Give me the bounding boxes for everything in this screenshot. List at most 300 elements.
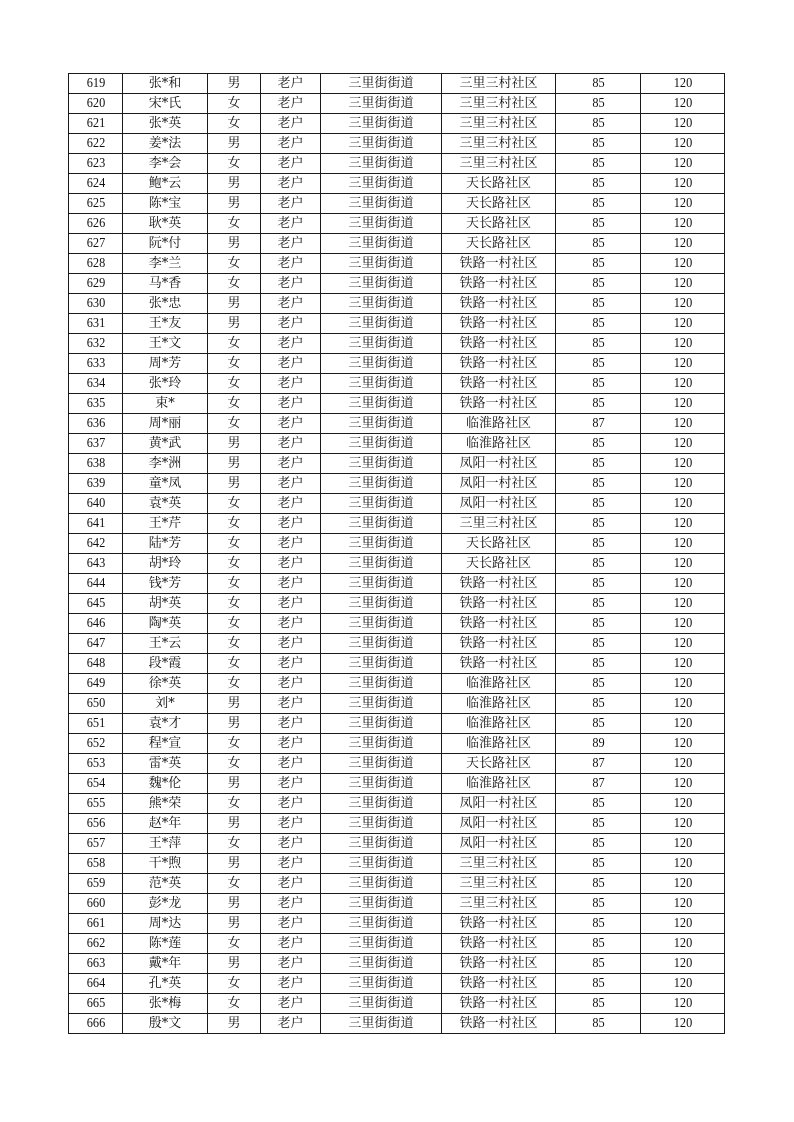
- cell-gender: 女: [208, 934, 261, 954]
- cell-street: 三里街街道: [321, 114, 442, 134]
- cell-row-number: 627: [72, 234, 120, 254]
- cell-street: 三里街街道: [321, 814, 442, 834]
- table-row: [69, 694, 725, 714]
- cell-name: 李*兰: [123, 254, 208, 274]
- table-row: [69, 314, 725, 334]
- table-row: [69, 174, 725, 194]
- cell-household-type: 老户: [261, 894, 321, 914]
- cell-street: 三里街街道: [321, 794, 442, 814]
- cell-community: 三里三村社区: [442, 74, 556, 94]
- table-row: [69, 294, 725, 314]
- cell-amount: 120: [646, 434, 720, 454]
- cell-amount: 120: [646, 934, 720, 954]
- cell-household-type: 老户: [261, 834, 321, 854]
- cell-name: 张*英: [123, 114, 208, 134]
- cell-household-type: 老户: [261, 854, 321, 874]
- table-row: [69, 234, 725, 254]
- cell-amount: 120: [646, 994, 720, 1014]
- cell-amount: 120: [646, 894, 720, 914]
- cell-street: 三里街街道: [321, 434, 442, 454]
- cell-amount: 120: [646, 774, 720, 794]
- cell-age: 85: [561, 994, 636, 1014]
- cell-household-type: 老户: [261, 534, 321, 554]
- cell-community: 天长路社区: [442, 214, 556, 234]
- table-row: [69, 874, 725, 894]
- cell-name: 殷*文: [123, 1014, 208, 1034]
- cell-community: 铁路一村社区: [442, 394, 556, 414]
- cell-household-type: 老户: [261, 654, 321, 674]
- cell-amount: 120: [646, 714, 720, 734]
- cell-amount: 120: [646, 694, 720, 714]
- cell-gender: 男: [208, 474, 261, 494]
- cell-row-number: 661: [72, 914, 120, 934]
- table-row: [69, 934, 725, 954]
- cell-community: 临淮路社区: [442, 774, 556, 794]
- cell-community: 天长路社区: [442, 534, 556, 554]
- cell-street: 三里街街道: [321, 74, 442, 94]
- cell-amount: 120: [646, 234, 720, 254]
- cell-gender: 男: [208, 194, 261, 214]
- cell-street: 三里街街道: [321, 1014, 442, 1034]
- cell-community: 三里三村社区: [442, 514, 556, 534]
- cell-household-type: 老户: [261, 934, 321, 954]
- cell-household-type: 老户: [261, 154, 321, 174]
- cell-gender: 女: [208, 414, 261, 434]
- cell-row-number: 643: [72, 554, 120, 574]
- cell-community: 天长路社区: [442, 754, 556, 774]
- cell-household-type: 老户: [261, 914, 321, 934]
- cell-amount: 120: [646, 374, 720, 394]
- table-row: [69, 974, 725, 994]
- cell-household-type: 老户: [261, 414, 321, 434]
- cell-name: 张*玲: [123, 374, 208, 394]
- cell-age: 85: [561, 914, 636, 934]
- cell-household-type: 老户: [261, 194, 321, 214]
- cell-age: 85: [561, 954, 636, 974]
- cell-name: 耿*英: [123, 214, 208, 234]
- cell-age: 85: [561, 574, 636, 594]
- cell-amount: 120: [646, 574, 720, 594]
- cell-row-number: 647: [72, 634, 120, 654]
- cell-name: 姜*法: [123, 134, 208, 154]
- cell-amount: 120: [646, 834, 720, 854]
- cell-age: 85: [561, 674, 636, 694]
- cell-community: 凤阳一村社区: [442, 494, 556, 514]
- table-row: [69, 814, 725, 834]
- cell-row-number: 637: [72, 434, 120, 454]
- cell-amount: 120: [646, 274, 720, 294]
- cell-community: 铁路一村社区: [442, 954, 556, 974]
- cell-amount: 120: [646, 474, 720, 494]
- cell-gender: 男: [208, 234, 261, 254]
- cell-gender: 女: [208, 394, 261, 414]
- cell-community: 铁路一村社区: [442, 354, 556, 374]
- cell-gender: 男: [208, 894, 261, 914]
- cell-amount: 120: [646, 1014, 720, 1034]
- cell-street: 三里街街道: [321, 774, 442, 794]
- cell-name: 雷*英: [123, 754, 208, 774]
- cell-street: 三里街街道: [321, 834, 442, 854]
- cell-age: 85: [561, 694, 636, 714]
- cell-street: 三里街街道: [321, 614, 442, 634]
- cell-age: 85: [561, 894, 636, 914]
- cell-gender: 女: [208, 514, 261, 534]
- cell-name: 戴*年: [123, 954, 208, 974]
- cell-household-type: 老户: [261, 354, 321, 374]
- cell-age: 85: [561, 794, 636, 814]
- cell-name: 胡*玲: [123, 554, 208, 574]
- table-row: [69, 394, 725, 414]
- cell-community: 铁路一村社区: [442, 634, 556, 654]
- cell-age: 85: [561, 254, 636, 274]
- cell-age: 89: [561, 734, 636, 754]
- cell-name: 陈*莲: [123, 934, 208, 954]
- cell-name: 陈*宝: [123, 194, 208, 214]
- cell-amount: 120: [646, 854, 720, 874]
- cell-gender: 女: [208, 834, 261, 854]
- cell-row-number: 657: [72, 834, 120, 854]
- cell-row-number: 646: [72, 614, 120, 634]
- cell-street: 三里街街道: [321, 894, 442, 914]
- cell-street: 三里街街道: [321, 314, 442, 334]
- cell-amount: 120: [646, 214, 720, 234]
- cell-community: 铁路一村社区: [442, 594, 556, 614]
- cell-amount: 120: [646, 174, 720, 194]
- cell-name: 宋*氏: [123, 94, 208, 114]
- cell-name: 周*芳: [123, 354, 208, 374]
- table-row: [69, 734, 725, 754]
- cell-age: 85: [561, 614, 636, 634]
- cell-amount: 120: [646, 794, 720, 814]
- cell-gender: 男: [208, 854, 261, 874]
- cell-gender: 女: [208, 154, 261, 174]
- cell-age: 85: [561, 814, 636, 834]
- cell-name: 袁*英: [123, 494, 208, 514]
- cell-row-number: 630: [72, 294, 120, 314]
- table-row: [69, 894, 725, 914]
- roster-table: [68, 73, 725, 1034]
- cell-age: 85: [561, 714, 636, 734]
- cell-row-number: 664: [72, 974, 120, 994]
- cell-amount: 120: [646, 594, 720, 614]
- cell-gender: 女: [208, 94, 261, 114]
- cell-gender: 女: [208, 334, 261, 354]
- cell-household-type: 老户: [261, 994, 321, 1014]
- cell-community: 天长路社区: [442, 174, 556, 194]
- cell-age: 85: [561, 874, 636, 894]
- cell-amount: 120: [646, 114, 720, 134]
- cell-gender: 男: [208, 714, 261, 734]
- cell-name: 周*丽: [123, 414, 208, 434]
- cell-street: 三里街街道: [321, 154, 442, 174]
- cell-community: 铁路一村社区: [442, 974, 556, 994]
- cell-age: 85: [561, 474, 636, 494]
- cell-street: 三里街街道: [321, 354, 442, 374]
- table-row: [69, 654, 725, 674]
- table-row: [69, 754, 725, 774]
- cell-community: 铁路一村社区: [442, 314, 556, 334]
- cell-row-number: 633: [72, 354, 120, 374]
- cell-street: 三里街街道: [321, 954, 442, 974]
- cell-street: 三里街街道: [321, 474, 442, 494]
- cell-gender: 男: [208, 914, 261, 934]
- cell-street: 三里街街道: [321, 874, 442, 894]
- cell-street: 三里街街道: [321, 634, 442, 654]
- cell-name: 刘*: [123, 694, 208, 714]
- cell-age: 85: [561, 934, 636, 954]
- cell-community: 临淮路社区: [442, 734, 556, 754]
- cell-street: 三里街街道: [321, 974, 442, 994]
- cell-community: 凤阳一村社区: [442, 474, 556, 494]
- cell-gender: 女: [208, 754, 261, 774]
- cell-age: 87: [561, 754, 636, 774]
- cell-name: 陶*英: [123, 614, 208, 634]
- cell-amount: 120: [646, 554, 720, 574]
- cell-row-number: 625: [72, 194, 120, 214]
- cell-household-type: 老户: [261, 554, 321, 574]
- cell-age: 85: [561, 294, 636, 314]
- cell-row-number: 655: [72, 794, 120, 814]
- cell-household-type: 老户: [261, 334, 321, 354]
- table-row: [69, 714, 725, 734]
- cell-row-number: 651: [72, 714, 120, 734]
- cell-street: 三里街街道: [321, 214, 442, 234]
- cell-name: 王*文: [123, 334, 208, 354]
- cell-community: 铁路一村社区: [442, 334, 556, 354]
- table-row: [69, 1014, 725, 1034]
- cell-household-type: 老户: [261, 674, 321, 694]
- cell-gender: 男: [208, 314, 261, 334]
- cell-gender: 女: [208, 354, 261, 374]
- cell-name: 王*云: [123, 634, 208, 654]
- cell-community: 铁路一村社区: [442, 374, 556, 394]
- cell-gender: 女: [208, 674, 261, 694]
- table-row: [69, 354, 725, 374]
- cell-name: 徐*英: [123, 674, 208, 694]
- cell-street: 三里街街道: [321, 934, 442, 954]
- cell-community: 凤阳一村社区: [442, 794, 556, 814]
- cell-age: 85: [561, 94, 636, 114]
- cell-name: 范*英: [123, 874, 208, 894]
- cell-street: 三里街街道: [321, 914, 442, 934]
- table-row: [69, 94, 725, 114]
- cell-community: 临淮路社区: [442, 674, 556, 694]
- cell-amount: 120: [646, 874, 720, 894]
- cell-street: 三里街街道: [321, 674, 442, 694]
- table-row: [69, 774, 725, 794]
- cell-household-type: 老户: [261, 594, 321, 614]
- cell-amount: 120: [646, 534, 720, 554]
- table-row: [69, 554, 725, 574]
- cell-gender: 男: [208, 774, 261, 794]
- cell-community: 凤阳一村社区: [442, 814, 556, 834]
- cell-community: 三里三村社区: [442, 874, 556, 894]
- cell-community: 铁路一村社区: [442, 994, 556, 1014]
- cell-age: 85: [561, 334, 636, 354]
- cell-row-number: 623: [72, 154, 120, 174]
- cell-row-number: 639: [72, 474, 120, 494]
- table-row: [69, 674, 725, 694]
- cell-row-number: 634: [72, 374, 120, 394]
- cell-household-type: 老户: [261, 514, 321, 534]
- cell-amount: 120: [646, 414, 720, 434]
- cell-amount: 120: [646, 334, 720, 354]
- cell-household-type: 老户: [261, 254, 321, 274]
- table-row: [69, 374, 725, 394]
- cell-name: 王*芹: [123, 514, 208, 534]
- cell-household-type: 老户: [261, 974, 321, 994]
- cell-row-number: 621: [72, 114, 120, 134]
- cell-row-number: 659: [72, 874, 120, 894]
- cell-name: 段*霞: [123, 654, 208, 674]
- cell-age: 85: [561, 314, 636, 334]
- cell-household-type: 老户: [261, 774, 321, 794]
- cell-community: 三里三村社区: [442, 114, 556, 134]
- cell-household-type: 老户: [261, 734, 321, 754]
- table-row: [69, 634, 725, 654]
- cell-household-type: 老户: [261, 614, 321, 634]
- table-row: [69, 254, 725, 274]
- cell-street: 三里街街道: [321, 534, 442, 554]
- cell-amount: 120: [646, 354, 720, 374]
- cell-household-type: 老户: [261, 714, 321, 734]
- cell-gender: 女: [208, 734, 261, 754]
- cell-amount: 120: [646, 454, 720, 474]
- table-row: [69, 154, 725, 174]
- cell-street: 三里街街道: [321, 234, 442, 254]
- cell-gender: 男: [208, 434, 261, 454]
- table-row: [69, 614, 725, 634]
- cell-row-number: 632: [72, 334, 120, 354]
- cell-name: 程*宣: [123, 734, 208, 754]
- cell-household-type: 老户: [261, 274, 321, 294]
- table-row: [69, 494, 725, 514]
- table-row: [69, 534, 725, 554]
- cell-row-number: 648: [72, 654, 120, 674]
- cell-row-number: 665: [72, 994, 120, 1014]
- cell-household-type: 老户: [261, 94, 321, 114]
- cell-age: 85: [561, 514, 636, 534]
- cell-gender: 女: [208, 274, 261, 294]
- cell-amount: 120: [646, 294, 720, 314]
- cell-amount: 120: [646, 634, 720, 654]
- cell-household-type: 老户: [261, 294, 321, 314]
- cell-row-number: 658: [72, 854, 120, 874]
- cell-community: 临淮路社区: [442, 414, 556, 434]
- cell-age: 87: [561, 414, 636, 434]
- cell-name: 熊*荣: [123, 794, 208, 814]
- cell-name: 张*和: [123, 74, 208, 94]
- cell-household-type: 老户: [261, 214, 321, 234]
- cell-age: 85: [561, 174, 636, 194]
- cell-age: 85: [561, 234, 636, 254]
- cell-gender: 女: [208, 114, 261, 134]
- cell-community: 铁路一村社区: [442, 294, 556, 314]
- cell-street: 三里街街道: [321, 514, 442, 534]
- cell-age: 85: [561, 194, 636, 214]
- cell-row-number: 629: [72, 274, 120, 294]
- table-row: [69, 474, 725, 494]
- cell-age: 85: [561, 554, 636, 574]
- cell-street: 三里街街道: [321, 714, 442, 734]
- cell-gender: 女: [208, 594, 261, 614]
- cell-household-type: 老户: [261, 694, 321, 714]
- cell-street: 三里街街道: [321, 994, 442, 1014]
- cell-age: 85: [561, 594, 636, 614]
- cell-gender: 女: [208, 634, 261, 654]
- cell-row-number: 666: [72, 1014, 120, 1034]
- cell-age: 85: [561, 654, 636, 674]
- cell-gender: 男: [208, 954, 261, 974]
- cell-gender: 女: [208, 214, 261, 234]
- cell-name: 彭*龙: [123, 894, 208, 914]
- cell-gender: 男: [208, 814, 261, 834]
- cell-community: 铁路一村社区: [442, 914, 556, 934]
- cell-name: 魏*伦: [123, 774, 208, 794]
- cell-age: 85: [561, 534, 636, 554]
- cell-amount: 120: [646, 734, 720, 754]
- cell-household-type: 老户: [261, 314, 321, 334]
- cell-household-type: 老户: [261, 74, 321, 94]
- cell-name: 孔*英: [123, 974, 208, 994]
- cell-row-number: 619: [72, 74, 120, 94]
- cell-amount: 120: [646, 74, 720, 94]
- cell-household-type: 老户: [261, 634, 321, 654]
- cell-community: 铁路一村社区: [442, 614, 556, 634]
- cell-amount: 120: [646, 974, 720, 994]
- cell-amount: 120: [646, 814, 720, 834]
- cell-age: 85: [561, 394, 636, 414]
- cell-amount: 120: [646, 94, 720, 114]
- cell-community: 天长路社区: [442, 194, 556, 214]
- cell-street: 三里街街道: [321, 374, 442, 394]
- cell-name: 马*香: [123, 274, 208, 294]
- cell-household-type: 老户: [261, 574, 321, 594]
- cell-name: 阮*付: [123, 234, 208, 254]
- cell-street: 三里街街道: [321, 134, 442, 154]
- cell-community: 临淮路社区: [442, 434, 556, 454]
- cell-gender: 女: [208, 994, 261, 1014]
- cell-community: 天长路社区: [442, 234, 556, 254]
- cell-street: 三里街街道: [321, 554, 442, 574]
- cell-name: 李*洲: [123, 454, 208, 474]
- cell-community: 天长路社区: [442, 554, 556, 574]
- cell-name: 钱*芳: [123, 574, 208, 594]
- cell-household-type: 老户: [261, 874, 321, 894]
- cell-row-number: 652: [72, 734, 120, 754]
- table-row: [69, 854, 725, 874]
- cell-row-number: 650: [72, 694, 120, 714]
- cell-gender: 男: [208, 1014, 261, 1034]
- cell-household-type: 老户: [261, 374, 321, 394]
- table-row: [69, 274, 725, 294]
- cell-row-number: 620: [72, 94, 120, 114]
- cell-age: 85: [561, 454, 636, 474]
- cell-gender: 男: [208, 74, 261, 94]
- cell-gender: 女: [208, 974, 261, 994]
- cell-gender: 女: [208, 654, 261, 674]
- cell-age: 85: [561, 434, 636, 454]
- cell-household-type: 老户: [261, 454, 321, 474]
- cell-gender: 女: [208, 574, 261, 594]
- cell-household-type: 老户: [261, 474, 321, 494]
- cell-gender: 男: [208, 694, 261, 714]
- cell-community: 临淮路社区: [442, 714, 556, 734]
- cell-household-type: 老户: [261, 394, 321, 414]
- cell-age: 85: [561, 114, 636, 134]
- cell-street: 三里街街道: [321, 254, 442, 274]
- cell-gender: 女: [208, 554, 261, 574]
